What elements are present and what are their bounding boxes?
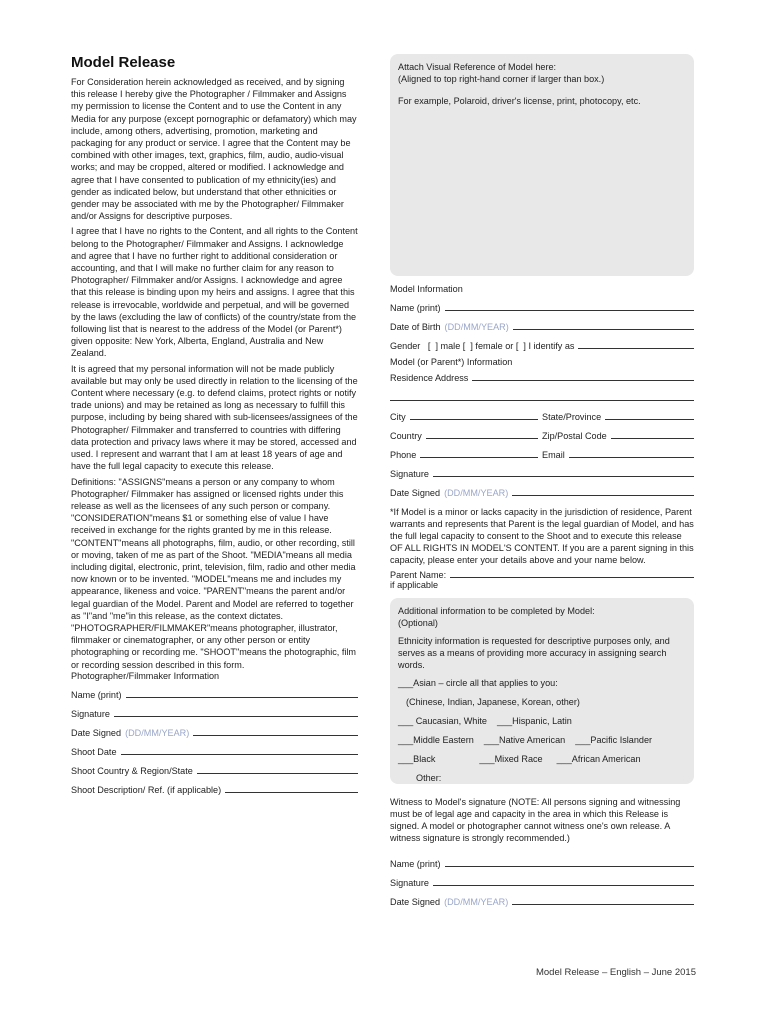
shoot-date-field[interactable]: Shoot Date: [71, 738, 358, 757]
model-dob-field[interactable]: Date of Birth (DD/MM/YEAR): [390, 313, 694, 332]
consideration-paragraph: For Consideration herein acknowledged as received, and by signing this release I hereby give the Photographer / Filmmaker and Assigns my permission to license the Content and to use the Content in any Media for any purpose (except pornographic or defamatory) which may include, among others, advertising, promotion, marketing and packaging for any product or service. I agree that the Content may be combined with other images, text, graphics, film, audio, audio-visual works; and may be cropped, altered or modified. I acknowledge and agree that I have consented to publication of my ethnicity(ies) and gender as indicated below, but understand that other ethnicities or gender may be associated with me by the Photographer/ Filmmaker and/or Assigns for descriptive purposes.: [71, 77, 357, 222]
city-state-row: [390, 403, 694, 422]
witness-note: Witness to Model's signature (NOTE: All persons signing and witnessing must be of legal age and capacity in the area in which this Release is signed. A model or photographer cannot witness one's own release. A witness signature is strongly recommended.): [390, 797, 681, 843]
state-field[interactable]: State/Province: [542, 412, 694, 422]
zip-field[interactable]: Zip/Postal Code: [542, 431, 694, 441]
date-format-hint: (DD/MM/YEAR): [444, 488, 509, 498]
additional-info-title: Additional information to be completed by Model: (Optional): [398, 606, 595, 628]
date-format-hint: (DD/MM/YEAR): [125, 727, 190, 738]
photographer-name-field[interactable]: Name (print): [71, 681, 358, 700]
residence-address-field[interactable]: Residence Address: [390, 367, 694, 383]
photographer-signature-field[interactable]: Signature: [71, 700, 358, 719]
definitions-paragraph: Definitions: "ASSIGNS"means a person or any company to whom Photographer/ Filmmaker has assigned or licensed rights under this release as well as the licensees of any such person or company. "CONSIDERATION"means $1 or something else of value I have received in exchange for the rights granted by me in this release. "CONTENT"means all photographs, film, audio, or other recording, still or moving, taken of me as part of the Shoot. "MEDIA"means all media including digital, electronic, print, television, film, radio and other media now known or to be invented. "MODEL"means me and includes my appearance, likeness and voice. "PARENT"means the parent and/or legal guardian of the Model. Parent and Model are referred to together as "I"and "me"in this release, as the context dictates. "PHOTOGRAPHER/FILMMAKER"means photographer, illustrator, filmmaker or cinematographer, or any other person or entity photographing or recording me. "SHOOT"means the photographic, film or recording session described in this form.: [71, 476, 356, 670]
left-column: [71, 54, 358, 795]
witness-signature-field[interactable]: Signature: [390, 869, 694, 888]
attach-instruction: Attach Visual Reference of Model here: (Aligned to top right-hand corner if larger than box.): [398, 62, 605, 84]
shoot-country-field[interactable]: Shoot Country & Region/State: [71, 757, 358, 776]
model-signature-field[interactable]: Signature: [390, 460, 694, 479]
photographer-info-title: Photographer/Filmmaker Information: [71, 670, 220, 681]
witness-date-signed-field[interactable]: Date Signed (DD/MM/YEAR): [390, 888, 694, 907]
ethnicity-description: Ethnicity information is requested for descriptive purposes only, and serves as a means of providing more accuracy in assigning search words.: [398, 636, 670, 670]
shoot-description-field[interactable]: Shoot Description/ Ref. (if applicable): [71, 776, 358, 795]
ethnicity-row-1[interactable]: ___ Caucasian, White ___Hispanic, Latin: [398, 716, 572, 726]
date-format-hint: (DD/MM/YEAR): [444, 322, 509, 332]
privacy-paragraph: It is agreed that my personal information will not be made publicly available but may only be used directly in relation to the licensing of the Content where necessary (e.g. to defend claims, protect rights or notify trade unions) and may be retained as long as necessary to fulfill this purpose, including by being shared with sub-licensees/assignees of the Photographer/ Filmmaker and transferred to countries with differing data protection and privacy laws where it may be stored, accessed and used. I represent and warrant that I am at least 18 years of age and have the full legal capacity to execute this release.: [71, 363, 358, 472]
attach-example: For example, Polaroid, driver's license, print, photocopy, etc.: [398, 96, 641, 106]
parent-info-title: Model (or Parent*) Information: [390, 357, 513, 367]
if-applicable-label: if applicable: [390, 580, 439, 590]
right-column: [390, 54, 694, 907]
witness-name-field[interactable]: Name (print): [390, 850, 694, 869]
document-title: Model Release: [71, 54, 176, 71]
additional-info-box: [390, 598, 694, 784]
photographer-date-signed-field[interactable]: Date Signed (DD/MM/YEAR): [71, 719, 358, 738]
gender-field[interactable]: Gender [ ] male [ ] female or [ ] I identify as: [390, 332, 694, 351]
parent-name-field[interactable]: Parent Name:: [390, 568, 694, 580]
ethnicity-row-2[interactable]: ___Middle Eastern ___Native American ___Pacific Islander: [398, 735, 653, 745]
rights-paragraph: I agree that I have no rights to the Content, and all rights to the Content belong to the Photographer/ Filmmaker and Assigns. I acknowledge and agree that I have no further right to additional consideration or accounting, and that I will make no further claim for any reason to Photographer/ Filmmaker and/or Assigns. I acknowledge and agree that this release is binding upon my heirs and assigns. I agree that this release is irrevocable, worldwide and perpetual, and will be governed by the laws (excluding the law of conflicts) of the country/state from the following list that is nearest to the address of the Model (or Parent*) given opposite: New York, Alberta, England, Australia and New Zealand.: [71, 226, 358, 359]
email-field[interactable]: Email: [542, 450, 694, 460]
ethnicity-row-3[interactable]: ___Black ___Mixed Race ___African American: [398, 754, 641, 764]
other-option[interactable]: Other:: [416, 773, 442, 783]
asian-option[interactable]: ___Asian – circle all that applies to you:: [398, 678, 558, 688]
minor-footnote: *If Model is a minor or lacks capacity in the jurisdiction of residence, Parent warrants and represents that Parent is the legal guardian of Model, and has the full legal capacity to consent to the Shoot and to execute this release OF ALL RIGHTS IN MODEL'S CONTENT. If you are a parent signing in this capacity, please enter your details above and your name below.: [390, 507, 694, 565]
footer-version: Model Release – English – June 2015: [535, 967, 696, 978]
residence-address-line2[interactable]: [390, 383, 694, 403]
asian-list: (Chinese, Indian, Japanese, Korean, other): [406, 697, 580, 707]
model-date-signed-field[interactable]: Date Signed (DD/MM/YEAR): [390, 479, 694, 498]
country-field[interactable]: Country: [390, 431, 542, 441]
attach-reference-box[interactable]: [390, 54, 694, 276]
city-field[interactable]: City: [390, 412, 542, 422]
model-name-field[interactable]: Name (print): [390, 294, 694, 313]
phone-field[interactable]: Phone: [390, 450, 542, 460]
phone-email-row: [390, 441, 694, 460]
date-format-hint: (DD/MM/YEAR): [444, 897, 509, 907]
model-info-title: Model Information: [390, 284, 463, 294]
country-zip-row: [390, 422, 694, 441]
